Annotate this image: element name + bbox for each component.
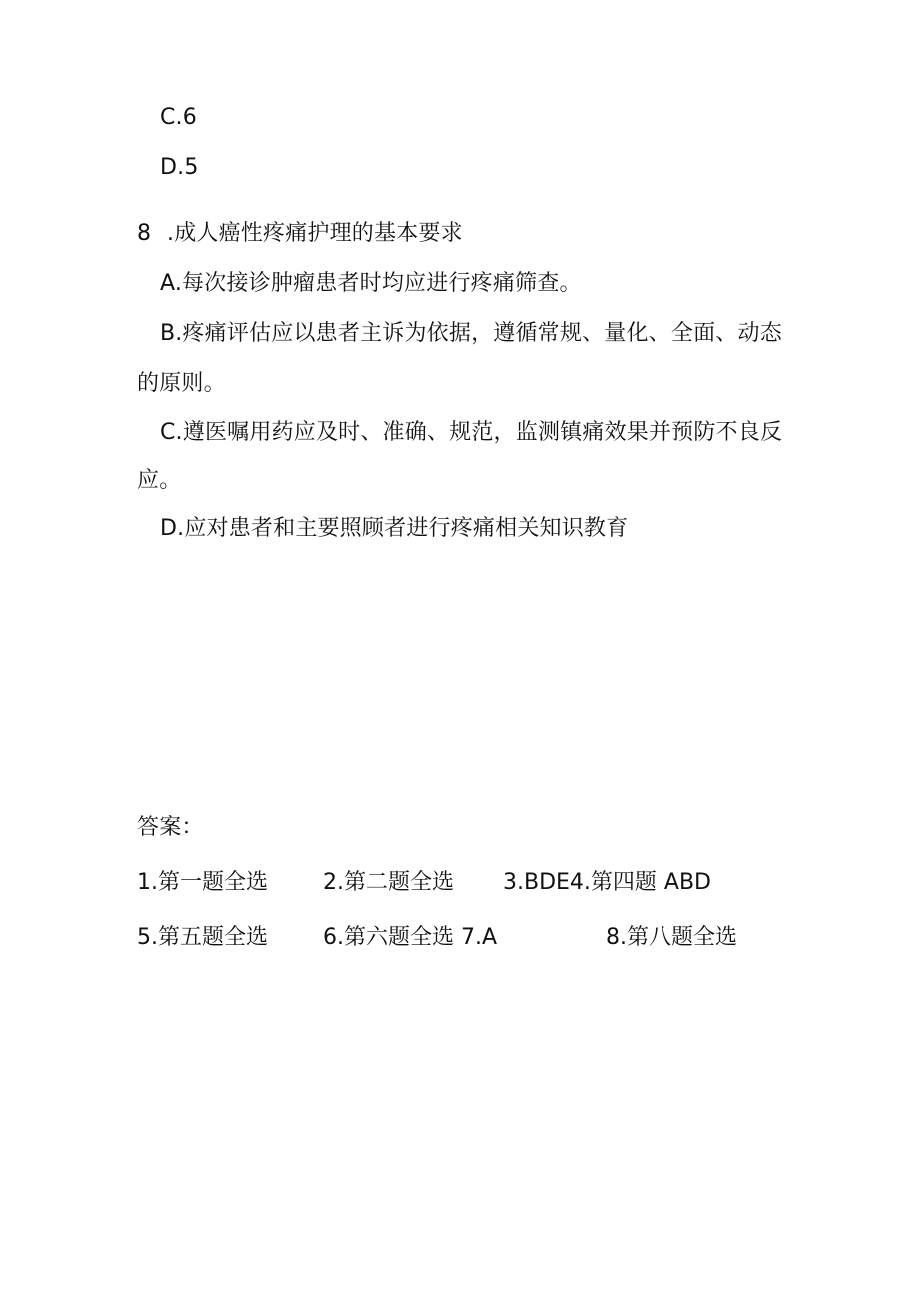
answer-2: 2.第二题全选 xyxy=(323,870,454,895)
answer-6-7: 6.第六题全选 7.A xyxy=(323,925,498,950)
question-8-option-a: A.每次接诊肿瘤患者时均应进行疼痛筛查。 xyxy=(160,271,582,296)
previous-question-option-d: D.5 xyxy=(160,155,199,180)
answer-5: 5.第五题全选 xyxy=(137,925,268,950)
question-8-stem xyxy=(137,220,463,248)
answer-8: 8.第八题全选 xyxy=(606,925,737,950)
previous-question-option-c: C.6 xyxy=(160,105,197,130)
question-8-option-d: D.应对患者和主要照顾者进行疼痛相关知识教育 xyxy=(160,516,629,541)
answers-heading: 答案： xyxy=(137,815,204,840)
question-8-text: .成人癌性疼痛护理的基本要求 xyxy=(167,221,463,246)
question-8-option-c-line1: C.遵医嘱用药应及时、准确、规范，监测镇痛效果并预防不良反 xyxy=(160,420,783,445)
question-8-number: 8 xyxy=(137,221,152,246)
answer-3-4: 3.BDE4.第四题 ABD xyxy=(503,870,711,895)
question-8-option-b-line1: B.疼痛评估应以患者主诉为依据，遵循常规、量化、全面、动态 xyxy=(160,321,782,346)
question-8-option-c-line2: 应。 xyxy=(137,468,182,493)
question-8-option-b-line2: 的原则。 xyxy=(137,371,226,396)
answer-1: 1.第一题全选 xyxy=(137,870,268,895)
